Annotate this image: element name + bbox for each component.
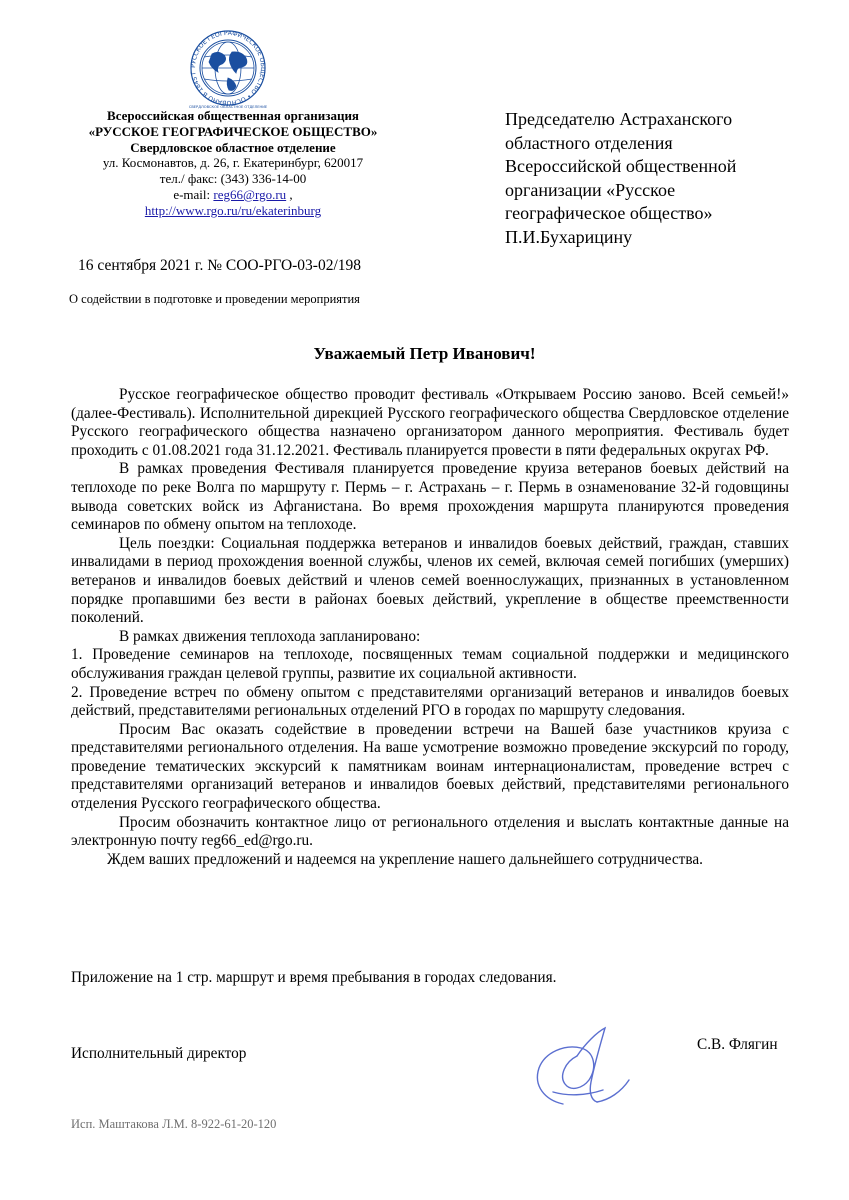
list-item-seminars: 1. Проведение семинаров на теплоходе, посвященных темам социальной поддержки и медицинского обслуживания граждан целевой группы, развитие их социальной активности. [71, 646, 789, 682]
document-date-number: 16 сентября 2021 г. № СОО-РГО-03-02/198 [78, 257, 362, 274]
rgo-logo [188, 28, 268, 110]
attachment-note: Приложение на 1 стр. маршрут и время пребывания в городах следования. [71, 969, 557, 986]
signer-position: Исполнительный директор [71, 1045, 247, 1062]
handwritten-signature-icon [505, 1022, 645, 1112]
org-address: ул. Космонавтов, д. 26, г. Екатеринбург, 620017 [102, 155, 364, 171]
paragraph-closing: Ждем ваших предложений и надеемся на укрепление нашего дальнейшего сотрудничества. [107, 850, 703, 868]
paragraph-festival: Русское географическое общество проводит фестиваль «Открываем Россию заново. Всей семьей!» (далее-Фестиваль). Исполнительной дирекцией Русского географического общества Свердловское отделение Русского географического общества назначено организатором данного мероприятия. Фестиваль будет проходить с 01.08.2021 года 31.12.2021. Фестиваль планируется провести в пяти федеральных округах РФ. [71, 386, 789, 459]
paragraph-request: Просим Вас оказать содействие в проведении встречи на Вашей базе участников круиза с представителями регионального отделения. На ваше усмотрение возможно проведение экскурсий по городу, проведение тематических экскурсий к памятникам воинам интернационалистам, проведение встреч с представителями организаций ветеранов и инвалидов боевых действий, представителями регионального отделения Русского географического общества. [71, 720, 789, 813]
salutation: Уважаемый Петр Иванович! [313, 344, 536, 363]
paragraph-cruise: В рамках проведения Фестиваля планируется проведение круиза ветеранов боевых действий на теплоходе по реке Волга по маршруту г. Пермь – г. Астрахань – г. Пермь в ознаменование 32-й годовщины вывода советских войск из Афганистана. Во время прохождения маршрута планируются проведения семинаров по обмену опытом на теплоходе. [71, 460, 789, 534]
email-link[interactable]: reg66@rgo.ru [213, 186, 287, 202]
email-suffix: , [286, 186, 293, 202]
addressee-name: П.И.Бухарицину [505, 226, 633, 247]
document-subject: О содействии в подготовке и проведении мероприятия [69, 292, 360, 306]
paragraph-plan-intro: В рамках движения теплохода запланировано: [119, 627, 421, 645]
org-name-line1: Всероссийская общественная организация [107, 108, 359, 123]
org-phone: тел./ факс: (343) 336-14-00 [159, 171, 307, 187]
addressee-line: Председателю Астраханского [505, 109, 733, 129]
logo-subtext: СВЕРДЛОВСКОЕ ОБЛАСТНОЕ ОТДЕЛЕНИЕ [188, 105, 268, 109]
addressee-block [505, 108, 805, 249]
addressee-line: областного отделения [505, 132, 673, 153]
letterhead [60, 108, 406, 219]
paragraph-contact: Просим обозначить контактное лицо от регионального отделения и выслать контактные данные на электронную почту reg66_ed@rgo.ru. [71, 813, 789, 850]
addressee-line: Всероссийской общественной [505, 156, 737, 176]
org-name-line2: «РУССКОЕ ГЕОГРАФИЧЕСКОЕ ОБЩЕСТВО» [88, 123, 378, 139]
list-item-meetings: 2. Проведение встреч по обмену опытом с представителями организаций ветеранов и инвалидов боевых действий, представителями региональных отделений РГО в городах по маршруту следования. [71, 683, 789, 720]
letter-body [71, 386, 789, 869]
paragraph-goal: Цель поездки: Социальная поддержка ветеранов и инвалидов боевых действий, граждан, ставших инвалидами в период прохождения военной службы, членов их семей, включая семей погибших (умерших) ветеранов и инвалидов боевых действий и членов семей военнослужащих, признанных в установленном порядке пропавшими без вести в районах боевых действий, укрепление в обществе преемственности поколений. [71, 534, 789, 627]
signer-name: С.В. Флягин [697, 1036, 778, 1053]
org-email-line [60, 187, 406, 203]
logo-ring-text: РУССКОЕ ГЕОГРАФИЧЕСКОЕ ОБЩЕСТВО • ОСНОВАНО В 1845 Г [189, 29, 267, 107]
addressee-line: организации «Русское [505, 179, 676, 200]
addressee-line: географическое общество» [505, 203, 713, 223]
email-label: e-mail: [173, 186, 214, 202]
executor-contact: Исп. Маштакова Л.М. 8-922-61-20-120 [71, 1117, 277, 1131]
website-link[interactable]: http://www.rgo.ru/ru/ekaterinburg [144, 202, 322, 218]
globe-icon [202, 42, 254, 94]
branch-name: Свердловское областное отделение [130, 139, 336, 155]
